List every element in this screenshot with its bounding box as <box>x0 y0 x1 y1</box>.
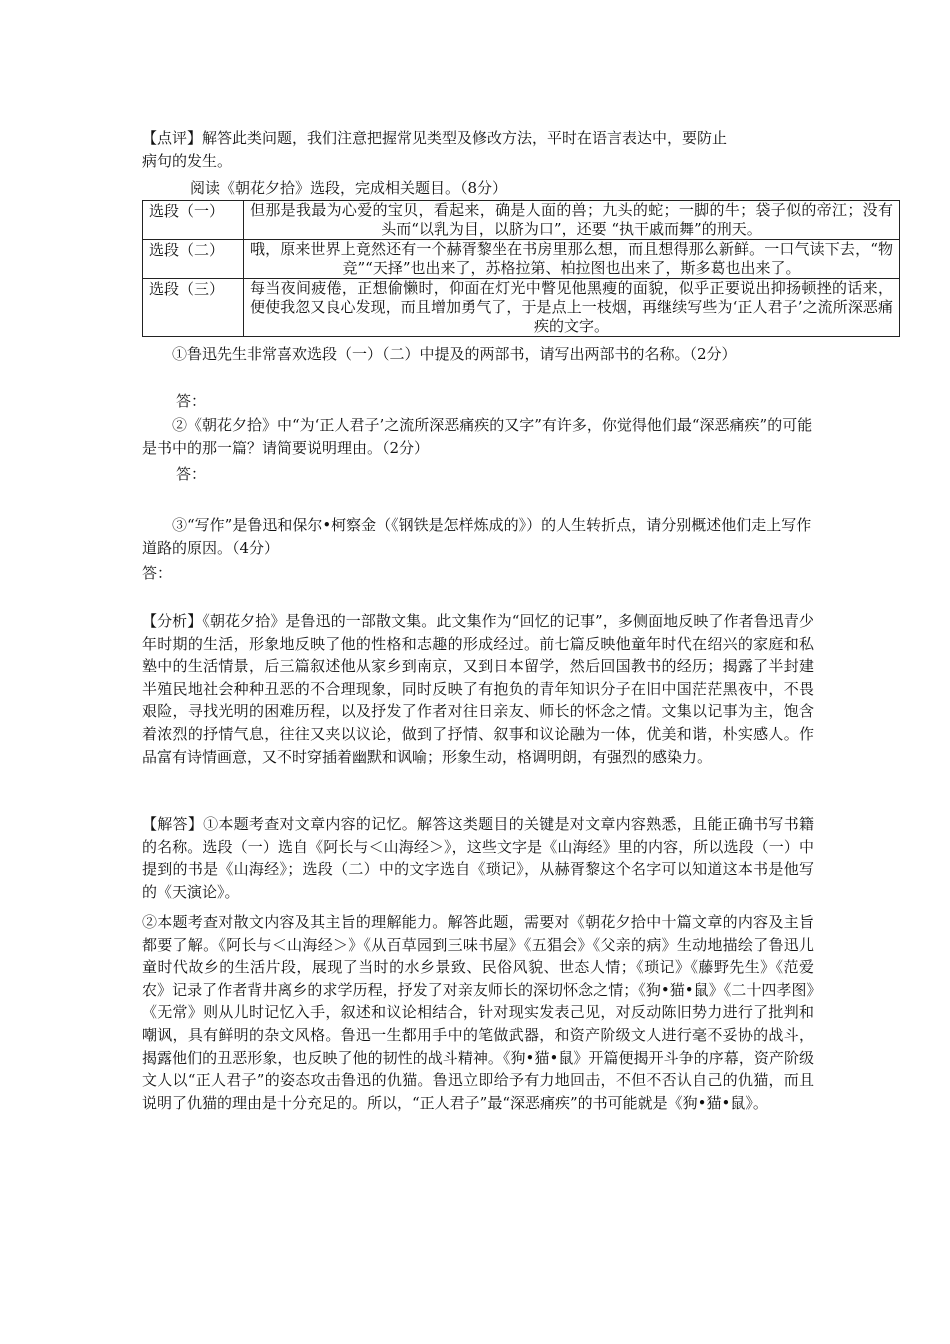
solution-paragraph-1: 【解答】①本题考查对文章内容的记忆。解答这类题目的关键是对文章内容熟悉，且能正确书写书籍的名称。选段（一）选自《阿长与＜山海经＞》，这些文字是《山海经》里的内容，所以选段（一）中提到的书是《山海经》；选段（二）中的文字选自《琐记》，从赫胥黎这个名字可以知道这本书是他写的《天演论》。 <box>142 815 814 901</box>
comment-line-1: 【点评】解答此类问题，我们注意把握常见类型及修改方法，平时在语言表达中，要防止 <box>142 129 728 147</box>
answer-label-3: 答： <box>142 564 173 582</box>
comment-paragraph <box>142 127 822 172</box>
answer-label-2: 答： <box>176 465 207 483</box>
excerpt-label-2: 选段（二） <box>143 240 244 279</box>
excerpt-row-2 <box>143 240 900 279</box>
excerpts-table <box>142 200 900 337</box>
excerpt-text-1: 但那是我最为心爱的宝贝，看起来，确是人面的兽；九头的蛇；一脚的牛；袋子似的帝江；没有头而“以乳为目，以脐为口”，还要 “执干戚而舞”的刑天。 <box>244 201 900 240</box>
question-3: ③“写作”是鲁迅和保尔•柯察金（《钢铁是怎样炼成的》）的人生转折点，请分别概述他们走上写作道路的原因。（4分） <box>142 516 812 557</box>
reading-intro: 阅读《朝花夕拾》选段，完成相关题目。（8分） <box>190 179 508 197</box>
excerpt-label-1: 选段（一） <box>143 201 244 240</box>
question-2: ②《朝花夕拾》中“为‘正人君子’之流所深恶痛疾的又字”有许多，你觉得他们最“深恶痛疾”的可能是书中的那一篇？请简要说明理由。（2分） <box>142 416 813 457</box>
comment-line-2: 病句的发生。 <box>142 151 233 170</box>
analysis-paragraph: 【分析】《朝花夕拾》是鲁迅的一部散文集。此文集作为“回忆的记事”，多侧面地反映了作者鲁迅青少年时期的生活，形象地反映了他的性格和志趣的形成经过。前七篇反映他童年时代在绍兴的家庭和私塾中的生活情景，后三篇叙述他从家乡到南京，又到日本留学，然后回国教书的经历；揭露了半封建半殖民地社会种种丑恶的不合理现象，同时反映了有抱负的青年知识分子在旧中国茫茫黑夜中，不畏艰险，寻找光明的困难历程，以及抒发了作者对往日亲友、师长的怀念之情。文集以记事为主，饱含着浓烈的抒情气息，往往又夹以议论，做到了抒情、叙事和议论融为一体，优美和谐，朴实感人。作品富有诗情画意，又不时穿插着幽默和讽喻；形象生动，格调明朗，有强烈的感染力。 <box>142 612 814 766</box>
solution-paragraph-2: ②本题考查对散文内容及其主旨的理解能力。解答此题，需要对《朝花夕拾中十篇文章的内容及主旨都要了解。《阿长与＜山海经＞》《从百草园到三味书屋》《五猖会》《父亲的病》生动地描绘了鲁迅儿童时代故乡的生活片段，展现了当时的水乡景致、民俗风貌、世态人情；《琐记》《藤野先生》《范爱农》记录了作者背井离乡的求学历程，抒发了对亲友师长的深切怀念之情；《狗•猫•鼠》《二十四孝图》《无常》则从儿时记忆入手，叙述和议论相结合，针对现实发表己见，对反动陈旧势力进行了批判和嘲讽，具有鲜明的杂文风格。鲁迅一生都用手中的笔做武器，和资产阶级文人进行毫不妥协的战斗，揭露他们的丑恶形象，也反映了他的韧性的战斗精神。《狗•猫•鼠》开篇便揭开斗争的序幕，资产阶级文人以“正人君子”的姿态攻击鲁迅的仇猫。鲁迅立即给予有力地回击，不但不否认自己的仇猫，而且说明了仇猫的理由是十分充足的。所以，“正人君子”最“深恶痛疾”的书可能就是《狗•猫•鼠》。 <box>142 913 814 1112</box>
excerpt-row-1 <box>143 201 900 240</box>
excerpt-row-3 <box>143 279 900 337</box>
question-1: ①鲁迅先生非常喜欢选段（一）（二）中提及的两部书，请写出两部书的名称。（2分） <box>172 345 737 363</box>
excerpt-label-3: 选段（三） <box>143 279 244 337</box>
excerpt-text-3: 每当夜间疲倦，正想偷懒时，仰面在灯光中瞥见他黑瘦的面貌，似乎正要说出抑扬顿挫的话来，便使我忽又良心发现，而且增加勇气了，于是点上一枝烟，再继续写些为‘正人君子’之流所深恶痛疾的文字。 <box>244 279 900 337</box>
answer-label-1: 答： <box>176 392 207 410</box>
excerpt-text-2: 哦，原来世界上竟然还有一个赫胥黎坐在书房里那么想，而且想得那么新鲜。一口气读下去，“物竞”“天择”也出来了，苏格拉第、柏拉图也出来了，斯多葛也出来了。 <box>244 240 900 279</box>
